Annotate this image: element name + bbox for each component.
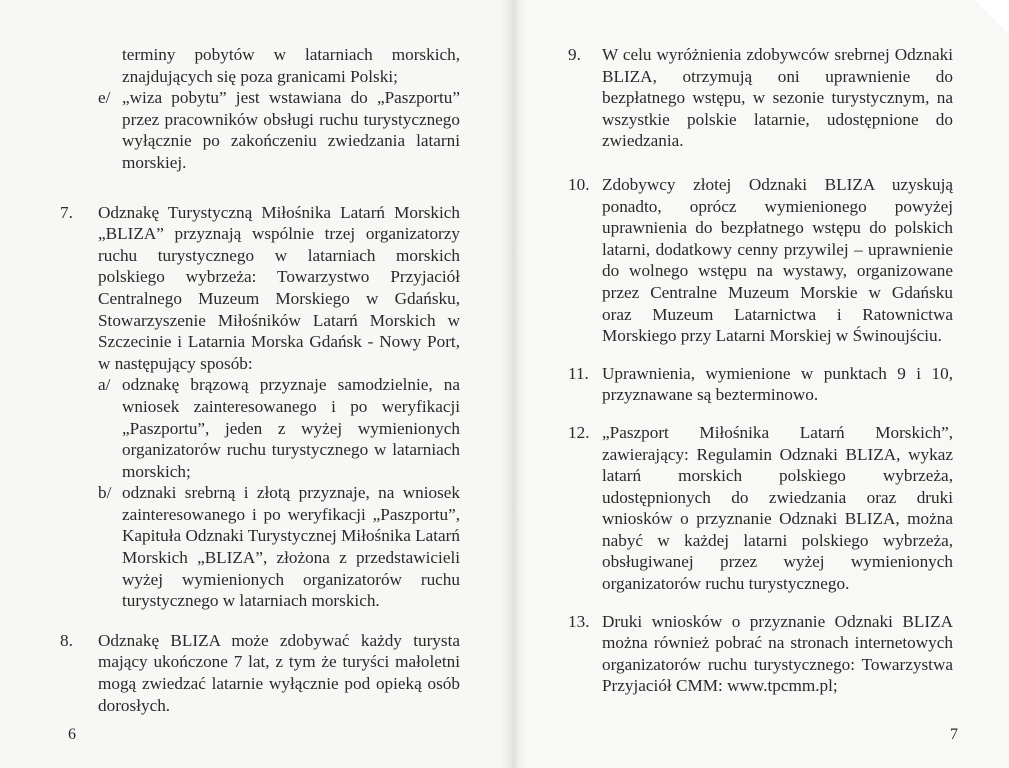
page-number-right: 7 <box>950 726 958 743</box>
section-10-number: 10. <box>568 174 590 194</box>
section-13-text: Druki wniosków o przyznanie Odznaki BLIZA można również pobrać na stronach internetowych organizatorów ruchu turystycznego: Towarzystwa Przyjaciół CMM: www.tpcmm.pl; <box>602 611 953 696</box>
section-10 <box>568 174 953 347</box>
section-13 <box>568 611 953 697</box>
section-9-text: W celu wyróżnienia zdobywców srebrnej Odznaki BLIZA, otrzymują oni uprawnienie do bezpłatnego wstępu, w sezonie turystycznym, na wszystkie polskie latarnie, udostępnione do zwiedzania. <box>602 45 953 151</box>
section-11-text: Uprawnienia, wymienione w punktach 9 i 10, przyznawane są bezterminowo. <box>602 363 953 405</box>
continued-paragraph: terminy pobytów w latarniach morskich, znajdujących się poza granicami Polski; <box>122 45 460 86</box>
section-11-number: 11. <box>568 363 589 383</box>
section-8-text: Odznakę BLIZA może zdobywać każdy turysta mający ukończone 7 lat, z tym że turyści małoletni mogą zwiedzać latarnie wyłącznie pod opieką osób dorosłych. <box>98 630 460 715</box>
item-e-label: e/ <box>98 88 111 108</box>
list-item-e <box>98 87 460 173</box>
section-13-number: 13. <box>568 611 590 631</box>
section-8 <box>60 630 460 716</box>
book-gutter-shadow <box>500 0 526 768</box>
section-7-sub-a <box>98 374 460 482</box>
section-7-sub-b <box>98 482 460 612</box>
left-page-text <box>60 44 460 730</box>
section-10-text: Zdobywcy złotej Odznaki BLIZA uzyskują ponadto, oprócz wymienionego powyżej uprawnienia do bezpłatnego wstępu do polskich latarni, dodatkowy cenny przywilej – uprawnienie do wolnego wstępu na wystawy, organizowane przez Centralne Muzeum Morskie w Gdańsku oraz Muzeum Latarnictwa i Ratownictwa Morskiego przy Latarni Morskiej w Świnoujściu. <box>602 174 953 346</box>
page-number-left: 6 <box>68 726 76 743</box>
right-page-text <box>568 44 953 713</box>
page-corner-fold <box>975 0 1009 34</box>
section-12-text: „Paszport Miłośnika Latarń Morskich”, zawierający: Regulamin Odznaki BLIZA, wykaz latarń morskich polskiego wybrzeża, udostępnionych do zwiedzania oraz druki wniosków o przyznanie Odznaki BLIZA, można nabyć w każdej latarni polskiego wybrzeża, obsługiwanej przez wyżej wymienionych organizatorów ruchu turystycznego. <box>602 422 953 594</box>
section-9-number: 9. <box>568 45 581 64</box>
sub-b-label: b/ <box>98 483 112 503</box>
sub-a-text: odznakę brązową przyznaje samodzielnie, na wniosek zainteresowanego i po weryfikacji „Paszportu”, jeden z wyżej wymienionych organizatorów ruchu turystycznego w latarniach morskich; <box>122 375 460 481</box>
sub-a-label: a/ <box>98 375 111 395</box>
section-8-number: 8. <box>60 630 73 650</box>
section-11 <box>568 363 953 406</box>
section-12 <box>568 422 953 595</box>
section-12-number: 12. <box>568 422 590 442</box>
section-7-text: Odznakę Turystyczną Miłośnika Latarń Morskich „BLIZA” przyznają wspólnie trzej organizatorzy ruchu turystycznego w latarniach morskich polskiego wybrzeża: Towarzystwo Przyjaciół Centralnego Muzeum Morskiego w Gdańsku, Stowarzyszenie Miłośników Latarń Morskich w Szczecinie i Latarnia Morska Gdańsk - Nowy Port, w następujący sposób: <box>98 202 460 373</box>
section-7 <box>60 202 460 612</box>
item-e-text: „wiza pobytu” jest wstawiana do „Paszportu” przez pracowników obsługi ruchu turystycznego wyłącznie po zakończeniu zwiedzania latarni morskiej. <box>122 88 460 172</box>
section-7-number: 7. <box>60 202 73 222</box>
section-9 <box>568 44 953 152</box>
sub-b-text: odznaki srebrną i złotą przyznaje, na wniosek zainteresowanego i po weryfikacji „Paszportu”, Kapituła Odznaki Turystycznej Miłośnika Latarń Morskich „BLIZA”, złożona z przedstawicieli wyżej wymienionych organizatorów ruchu turystycznego w latarniach morskich. <box>122 483 460 611</box>
